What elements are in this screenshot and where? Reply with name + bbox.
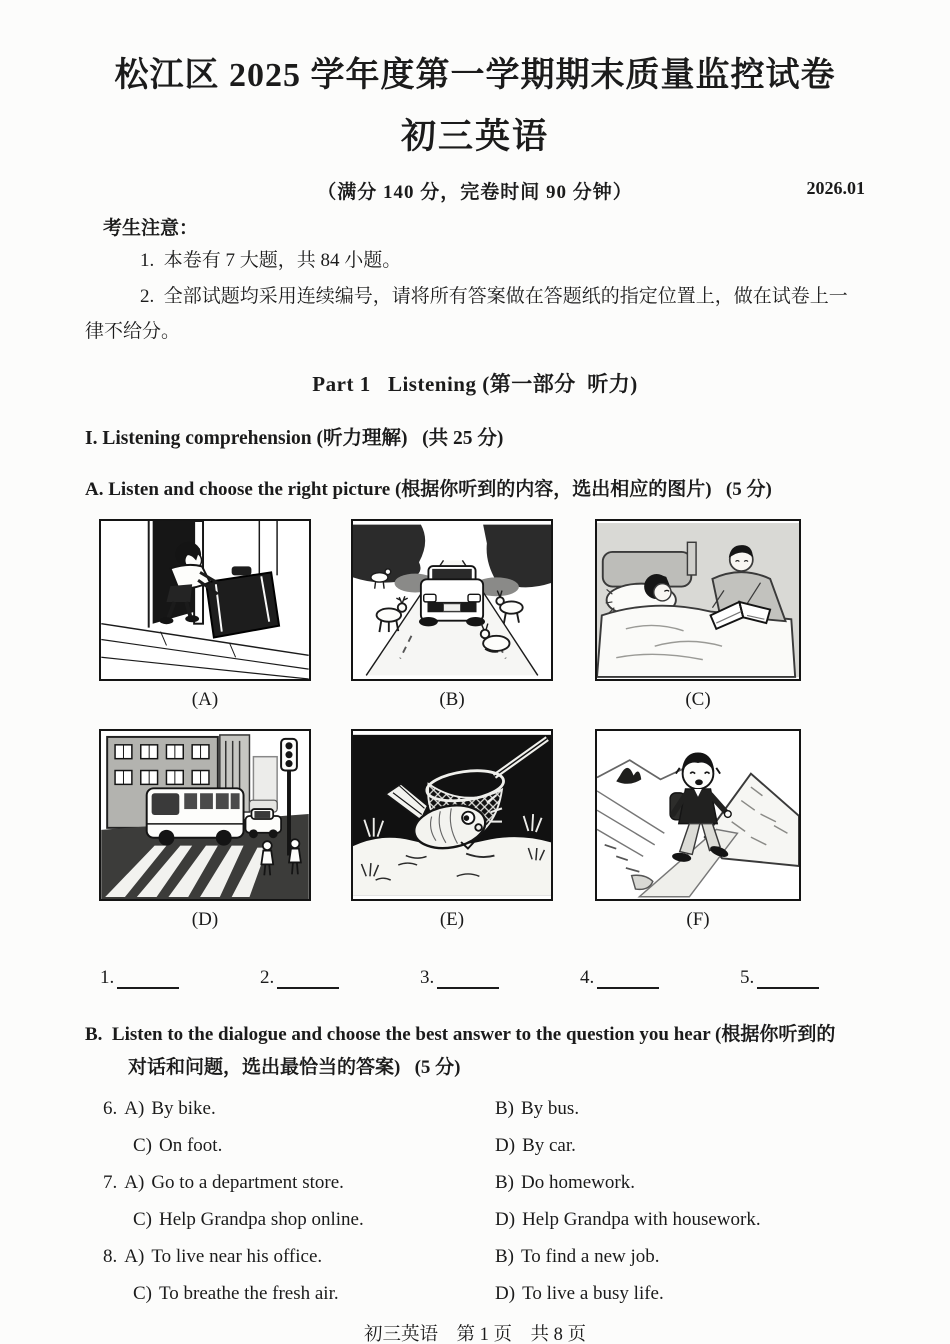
sectionB-heading-line1: B. Listen to the dialogue and choose the best answer to the question you hear (根据你听到的	[85, 1024, 836, 1046]
picture-e-fish-net-illustration	[353, 731, 551, 899]
picture-d-street-bus-illustration	[101, 731, 309, 899]
option-text: To find a new job.	[521, 1246, 660, 1267]
question-list	[103, 1098, 865, 1320]
picture-f-frame	[595, 729, 801, 901]
picture-e-label: (E)	[439, 909, 465, 931]
option-key: B)	[495, 1246, 514, 1267]
option-key: A)	[124, 1246, 145, 1267]
option-key: B)	[495, 1098, 514, 1119]
exam-meta-row	[85, 177, 865, 203]
option-text: By car.	[522, 1135, 576, 1156]
picture-row-2	[99, 729, 865, 931]
picture-d-label: (D)	[191, 909, 219, 931]
picture-a-boy-suitcase-illustration	[101, 521, 309, 679]
option-key: D)	[495, 1135, 516, 1156]
blank-item-5	[740, 967, 819, 989]
option-text: By bus.	[521, 1098, 580, 1119]
blank-line-4	[597, 971, 659, 989]
blank-item-2	[260, 967, 420, 989]
part1-heading: Part 1 Listening (第一部分 听力)	[312, 372, 638, 397]
notice-heading: 考生注意：	[103, 218, 199, 240]
option-key: C)	[133, 1135, 152, 1156]
option-text: Help Grandpa with housework.	[522, 1209, 761, 1230]
option-text: To breathe the fresh air.	[159, 1283, 339, 1304]
question-8	[103, 1246, 865, 1305]
picture-cell-c	[595, 519, 801, 711]
picture-cell-e	[351, 729, 553, 931]
option-key: A)	[124, 1098, 145, 1119]
option-key: A)	[124, 1172, 145, 1193]
picture-b-frame	[351, 519, 553, 681]
picture-f-hiking-boy-illustration	[597, 731, 799, 899]
blank-number-1: 1.	[100, 967, 115, 989]
blank-line-2	[277, 971, 339, 989]
picture-cell-a	[99, 519, 311, 711]
picture-b-car-deer-illustration	[353, 521, 551, 679]
option-text: Go to a department store.	[151, 1172, 344, 1193]
question-6	[103, 1098, 865, 1157]
picture-a-frame	[99, 519, 311, 681]
option-key: B)	[495, 1172, 514, 1193]
picture-a-label: (A)	[191, 689, 219, 711]
section1-heading: I. Listening comprehension (听力理解) (共 25 分)	[85, 428, 504, 450]
exam-date: 2026.01	[806, 178, 865, 199]
question-number: 7.	[103, 1172, 118, 1193]
blank-number-4: 4.	[580, 967, 595, 989]
blank-item-1	[100, 967, 260, 989]
question-7	[103, 1172, 865, 1231]
picture-c-label: (C)	[685, 689, 711, 711]
exam-subject-title: 初三英语	[400, 117, 549, 157]
question-number: 8.	[103, 1246, 118, 1267]
blank-number-3: 3.	[420, 967, 435, 989]
blank-line-3	[437, 971, 499, 989]
option-key: C)	[133, 1283, 152, 1304]
exam-score-time: （满分 140 分，完卷时间 90 分钟）	[317, 182, 633, 204]
option-key: D)	[495, 1209, 516, 1230]
notice-item-1: 1. 本卷有 7 大题，共 84 小题。	[140, 250, 402, 272]
picture-cell-d	[99, 729, 311, 931]
page-footer: 初三英语 第 1 页 共 8 页	[363, 1325, 586, 1344]
blank-line-5	[757, 971, 819, 989]
picture-b-label: (B)	[439, 689, 465, 711]
picture-d-frame	[99, 729, 311, 901]
picture-c-frame	[595, 519, 801, 681]
answer-blanks-row	[100, 967, 865, 989]
option-text: By bike.	[151, 1098, 216, 1119]
sectionB-heading	[85, 1019, 865, 1084]
picture-f-label: (F)	[686, 909, 710, 931]
blank-line-1	[117, 971, 179, 989]
picture-row-1	[99, 519, 865, 711]
option-text: To live near his office.	[151, 1246, 323, 1267]
blank-item-4	[580, 967, 740, 989]
option-key: D)	[495, 1283, 516, 1304]
question-number: 6.	[103, 1098, 118, 1119]
picture-e-frame	[351, 729, 553, 901]
blank-item-3	[420, 967, 580, 989]
picture-cell-b	[351, 519, 553, 711]
picture-cell-f	[595, 729, 801, 931]
option-text: Do homework.	[521, 1172, 635, 1193]
blank-number-5: 5.	[740, 967, 755, 989]
option-text: On foot.	[159, 1135, 223, 1156]
option-key: C)	[133, 1209, 152, 1230]
notice-item-2-line2: 律不给分。	[85, 320, 181, 342]
option-text: To live a busy life.	[522, 1283, 664, 1304]
sectionA-heading: A. Listen and choose the right picture (根据你听到的内容，选出相应的图片) (5 分)	[85, 479, 772, 501]
picture-c-bedtime-reading-illustration	[597, 521, 799, 679]
sectionB-heading-line2: 对话和问题，选出最恰当的答案) (5 分)	[128, 1056, 461, 1078]
blank-number-2: 2.	[260, 967, 275, 989]
option-text: Help Grandpa shop online.	[159, 1209, 364, 1230]
notice-item-2-line1: 2. 全部试题均采用连续编号，请将所有答案做在答题纸的指定位置上，做在试卷上一	[140, 285, 848, 307]
exam-title: 松江区 2025 学年度第一学期期末质量监控试卷	[114, 57, 836, 94]
